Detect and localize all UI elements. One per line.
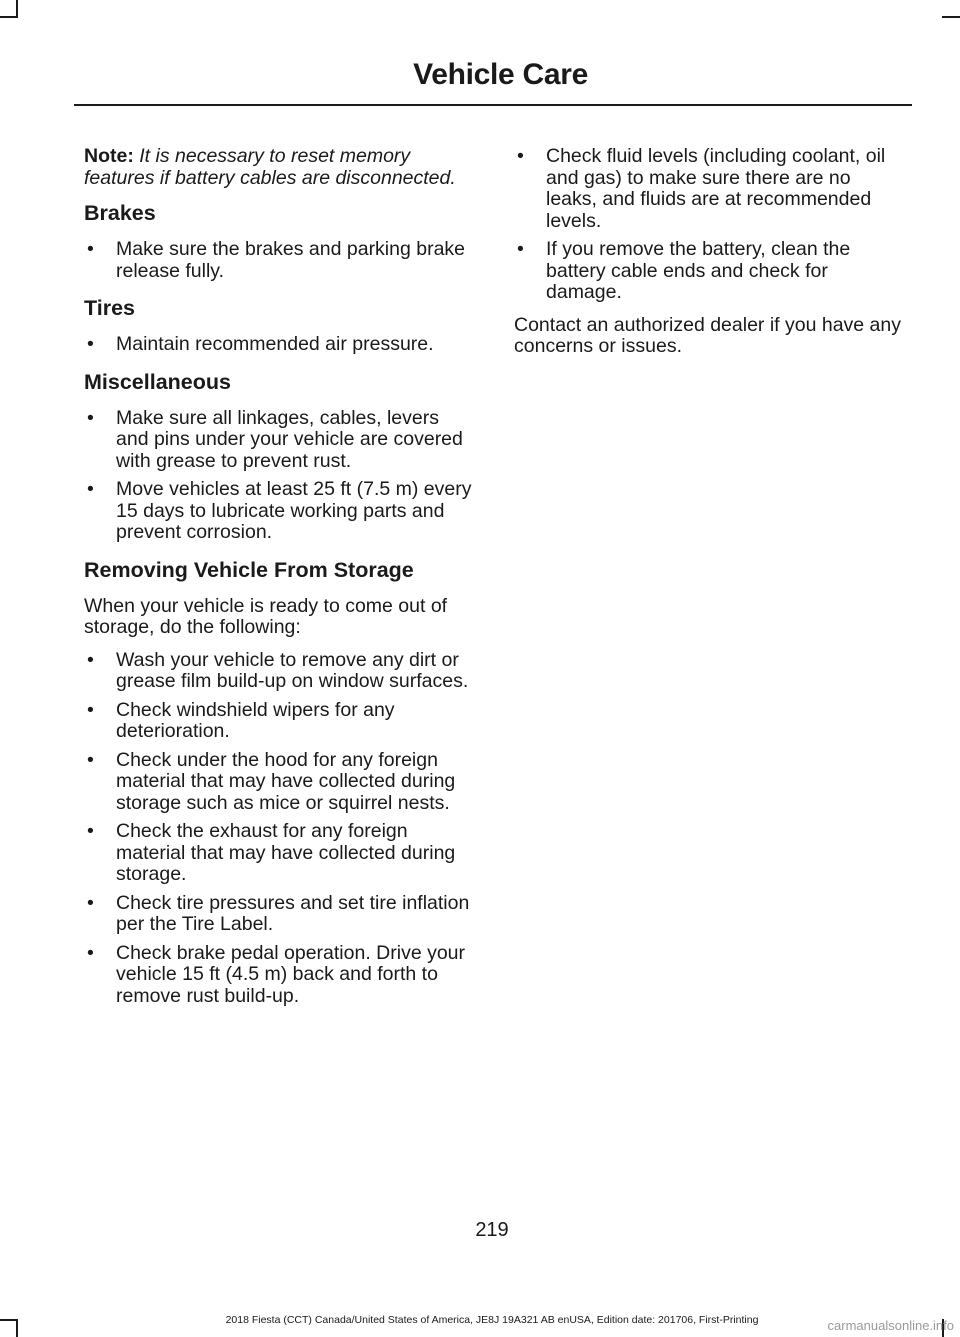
bullet: • (87, 648, 94, 671)
left-column (84, 146, 476, 1018)
list-item (84, 239, 476, 282)
list-item-text: Check brake pedal operation. Drive your vehicle 15 ft (4.5 m) back and forth to remove rust build-up. (116, 941, 466, 1007)
list-item-text: Check the exhaust for any foreign material that may have collected during storage. (116, 820, 456, 885)
bullet: • (87, 891, 94, 914)
miscellaneous-list (84, 408, 476, 544)
header-divider (74, 104, 912, 106)
footer-edition-info: 2018 Fiesta (CCT) Canada/United States of America, JE8J 19A321 AB enUSA, Edition date: 201706, First-Printing (225, 1314, 759, 1326)
checks-list (514, 146, 906, 304)
list-item (84, 408, 476, 473)
list-item (84, 479, 476, 544)
list-item (84, 821, 476, 886)
bullet: • (87, 748, 94, 771)
removing-list (84, 650, 476, 1008)
list-item (514, 239, 906, 304)
note-paragraph (84, 146, 476, 189)
tires-list (84, 334, 476, 356)
brakes-list (84, 239, 476, 282)
list-item-text: If you remove the battery, clean the battery cable ends and check for damage. (546, 238, 851, 303)
list-item-text: Maintain recommended air pressure. (116, 333, 434, 355)
bullet: • (87, 478, 94, 500)
list-item (84, 334, 476, 356)
bullet: • (87, 941, 94, 964)
bullet: • (87, 820, 94, 842)
section-heading-miscellaneous: Miscellaneous (84, 369, 231, 394)
closing-paragraph: Contact an authorized dealer if you have any concerns or issues. (514, 313, 902, 357)
section-heading-tires: Tires (84, 296, 135, 320)
list-item (84, 700, 476, 743)
list-item-text: Check fluid levels (including coolant, oil and gas) to make sure there are no leaks, and fluids are at recommended levels. (546, 145, 886, 232)
list-item-text: Check windshield wipers for any deterioration. (116, 698, 395, 742)
page-number: 219 (475, 1219, 509, 1241)
list-item (84, 650, 476, 693)
list-item-text: Check under the hood for any foreign material that may have collected during storage such as mice or squirrel nests. (116, 748, 456, 814)
crop-mark (0, 16, 18, 18)
list-item (84, 893, 476, 936)
bullet: • (517, 145, 524, 167)
bullet: • (87, 238, 94, 260)
note-label: Note: (84, 145, 134, 167)
list-item-text: Wash your vehicle to remove any dirt or grease film build-up on window surfaces. (116, 648, 469, 692)
list-item-text: Check tire pressures and set tire inflation per the Tire Label. (116, 891, 470, 935)
list-item-text: Make sure all linkages, cables, levers and pins under your vehicle are covered with grease to prevent rust. (116, 406, 463, 472)
crop-mark (942, 16, 960, 18)
removing-intro: When your vehicle is ready to come out of storage, do the following: (84, 594, 448, 638)
watermark: carmanualsonline.info (827, 1318, 954, 1333)
bullet: • (87, 406, 94, 429)
list-item (84, 750, 476, 815)
section-heading-removing-from-storage: Removing Vehicle From Storage (84, 557, 414, 582)
list-item-text: Move vehicles at least 25 ft (7.5 m) every 15 days to lubricate working parts and prevent corrosion. (116, 478, 472, 543)
bullet: • (517, 238, 524, 260)
page-title: Vehicle Care (413, 58, 588, 91)
note-text: It is necessary to reset memory features if battery cables are disconnected. (84, 145, 456, 189)
list-item-text: Make sure the brakes and parking brake release fully. (116, 238, 466, 282)
bullet: • (87, 333, 94, 355)
list-item (84, 943, 476, 1008)
bullet: • (87, 698, 94, 721)
right-column (514, 146, 906, 369)
list-item (514, 146, 906, 232)
section-heading-brakes: Brakes (84, 201, 156, 225)
